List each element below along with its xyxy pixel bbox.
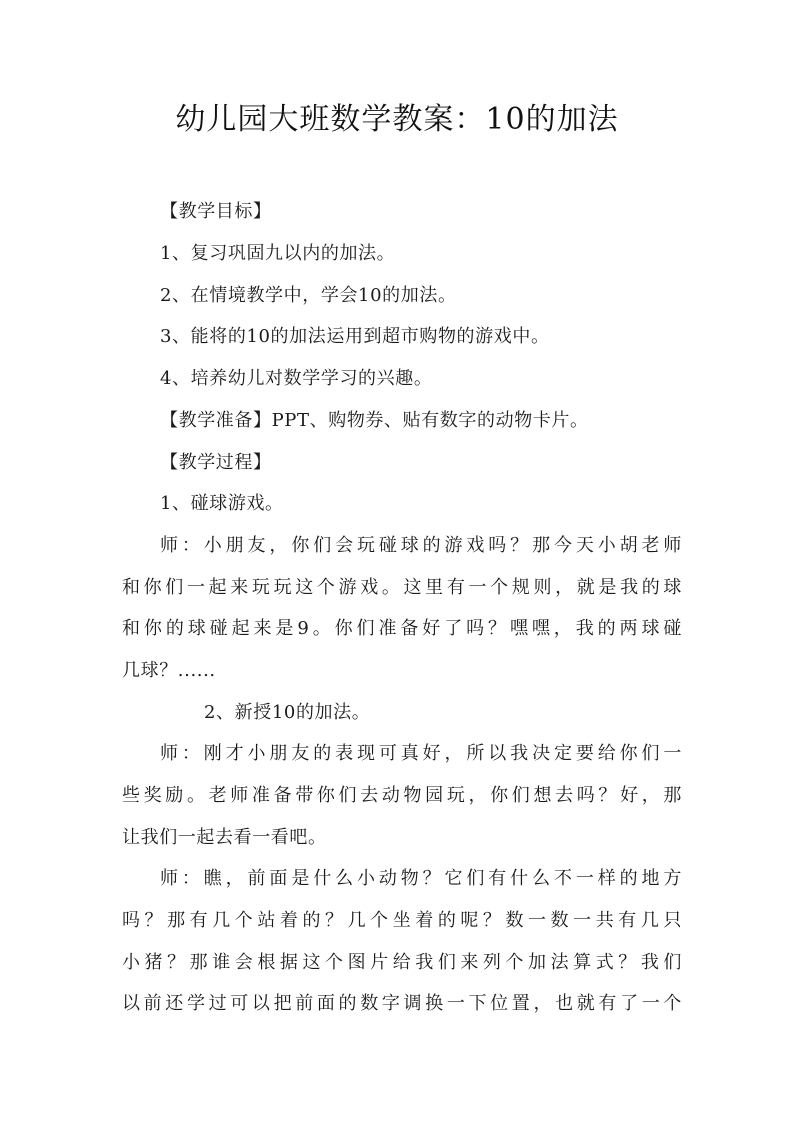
paragraph-line: 和你们一起来玩玩这个游戏。这里有一个规则，就是我的球: [122, 577, 682, 598]
paragraph-line: 小猪？那谁会根据这个图片给我们来列个加法算式？我们: [122, 952, 682, 973]
process-step-1-heading: 1、碰球游戏。: [160, 493, 284, 514]
paragraph-line: 让我们一起去看一看吧。: [122, 827, 327, 848]
paragraph-line: 师：瞧，前面是什么小动物？它们有什么不一样的地方: [160, 868, 682, 889]
document-title: 幼儿园大班数学教案：10的加法: [175, 102, 619, 137]
objective-item-1: 1、复习巩固九以内的加法。: [160, 243, 396, 264]
section-heading-objectives: 【教学目标】: [160, 201, 272, 222]
paragraph-line: 些奖励。老师准备带你们去动物园玩，你们想去吗？好，那: [122, 785, 682, 806]
paragraph-line: 师：刚才小朋友的表现可真好，所以我决定要给你们一: [160, 743, 682, 764]
paragraph-line: 以前还学过可以把前面的数字调换一下位置，也就有了一个: [122, 993, 682, 1014]
paragraph-line: 师：小朋友，你们会玩碰球的游戏吗？那今天小胡老师: [160, 535, 682, 556]
objective-item-3: 3、能将的10的加法运用到超市购物的游戏中。: [160, 326, 550, 347]
paragraph-line: 吗？那有几个站着的？几个坐着的呢？数一数一共有几只: [122, 910, 682, 931]
objective-item-4: 4、培养幼儿对数学学习的兴趣。: [160, 368, 433, 389]
paragraph-line: 几球？......: [122, 660, 216, 681]
paragraph-line: 和你的球碰起来是9。你们准备好了吗？嘿嘿，我的两球碰: [122, 618, 682, 639]
objective-item-2: 2、在情境教学中，学会10的加法。: [160, 285, 457, 306]
process-step-2-heading: 2、新授10的加法。: [204, 702, 371, 723]
section-heading-preparation: 【教学准备】PPT、购物券、贴有数字的动物卡片。: [160, 410, 589, 431]
section-heading-process: 【教学过程】: [160, 452, 272, 473]
